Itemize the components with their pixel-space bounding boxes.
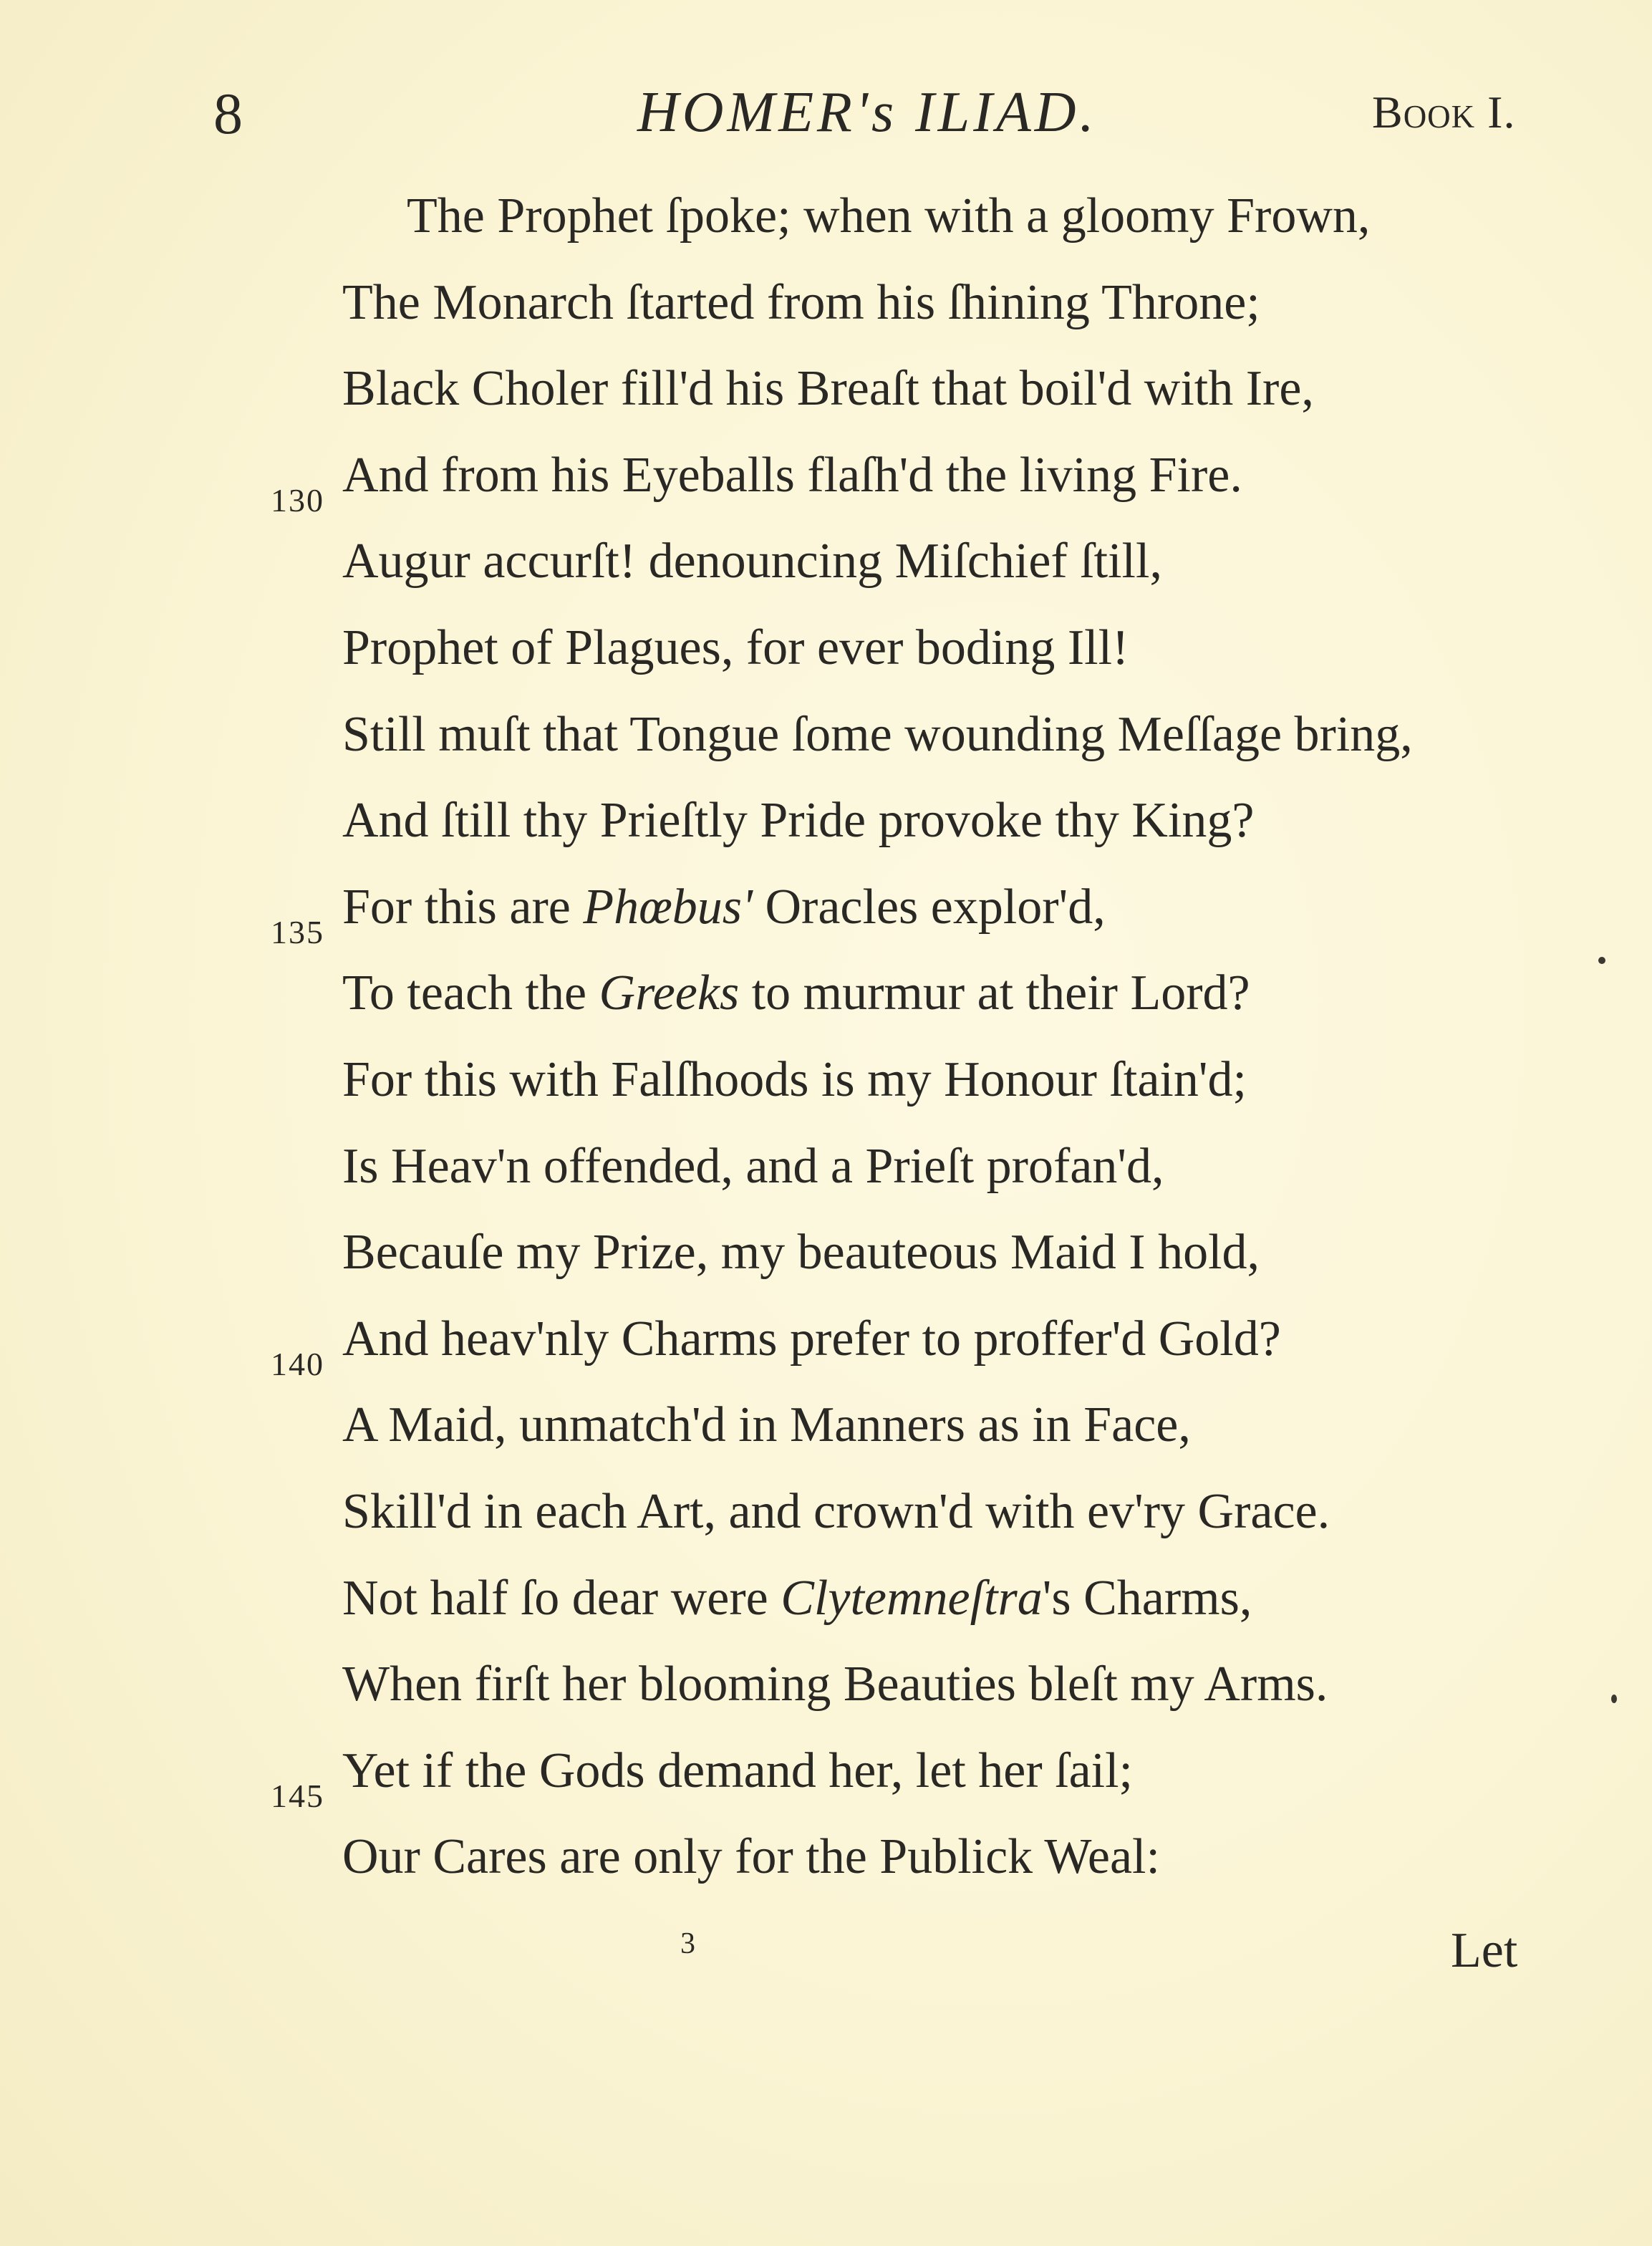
catchword: Let bbox=[1451, 1923, 1518, 1978]
signature-mark: 3 bbox=[680, 1927, 695, 1960]
line-text bbox=[342, 706, 1413, 763]
verse-line bbox=[0, 620, 1652, 706]
line-number: 140 bbox=[271, 1345, 324, 1382]
verse-line bbox=[0, 274, 1652, 361]
verse-line bbox=[0, 965, 1652, 1051]
verse-line bbox=[0, 188, 1652, 274]
line-text bbox=[342, 1656, 1328, 1713]
verse-line bbox=[0, 1397, 1652, 1483]
line-text bbox=[342, 879, 1106, 936]
verse-line bbox=[0, 1051, 1652, 1138]
verse-line bbox=[0, 1138, 1652, 1225]
verse-line bbox=[0, 360, 1652, 447]
text-segment: A Maid, unmatch'd in Manners as in Face, bbox=[342, 1397, 1191, 1453]
line-text bbox=[342, 1570, 1252, 1627]
text-segment: For this are bbox=[342, 879, 584, 935]
line-number: 145 bbox=[271, 1777, 324, 1814]
text-segment: The Monarch ſtarted from his ſhining Throne; bbox=[342, 274, 1260, 330]
text-segment: And from his Eyeballs flaſh'd the living Fire. bbox=[342, 447, 1242, 503]
running-title: HOMER's ILIAD. bbox=[637, 81, 1098, 144]
line-text bbox=[342, 1311, 1281, 1368]
text-segment: Our Cares are only for the Publick Weal: bbox=[342, 1829, 1160, 1885]
line-text bbox=[342, 1224, 1260, 1281]
verse-line bbox=[0, 447, 1652, 534]
line-text bbox=[342, 1397, 1191, 1454]
text-segment: Skill'd in each Art, and crown'd with ev'ry Grace. bbox=[342, 1483, 1330, 1539]
text-segment: Yet if the Gods demand her, let her ſail; bbox=[342, 1743, 1134, 1798]
verse-block bbox=[0, 188, 1652, 1915]
verse-line bbox=[0, 1483, 1652, 1570]
verse-line bbox=[0, 1570, 1652, 1657]
line-text bbox=[342, 792, 1255, 849]
line-text bbox=[342, 1051, 1247, 1109]
verse-line bbox=[0, 1828, 1652, 1915]
verse-line bbox=[0, 879, 1652, 965]
page-number: 8 bbox=[213, 81, 243, 146]
running-header bbox=[0, 80, 1652, 152]
text-segment: to murmur at their Lord? bbox=[739, 965, 1250, 1021]
verse-line bbox=[0, 1743, 1652, 1829]
line-text bbox=[342, 1138, 1164, 1195]
verse-line bbox=[0, 533, 1652, 620]
verse-line bbox=[0, 792, 1652, 879]
verse-line bbox=[0, 1311, 1652, 1397]
line-text bbox=[342, 965, 1250, 1022]
text-segment: Prophet of Plagues, for ever boding Ill! bbox=[342, 620, 1129, 675]
text-segment: For this with Falſhoods is my Honour ſtain'd; bbox=[342, 1051, 1247, 1107]
line-text bbox=[342, 447, 1242, 504]
text-segment: The Prophet ſpoke; when with a gloomy Frown, bbox=[407, 188, 1371, 244]
text-segment: 's Charms, bbox=[1042, 1570, 1252, 1626]
text-segment: When firſt her blooming Beauties bleſt my Arms. bbox=[342, 1657, 1328, 1712]
line-text bbox=[342, 1828, 1160, 1886]
line-text bbox=[407, 188, 1370, 245]
line-text bbox=[342, 620, 1129, 677]
verse-line bbox=[0, 1224, 1652, 1311]
book-label: Book I. bbox=[1372, 87, 1516, 138]
line-text bbox=[342, 360, 1314, 418]
italic-segment: Clytemneſtra bbox=[781, 1570, 1043, 1626]
text-segment: Oracles explor'd, bbox=[753, 879, 1106, 935]
text-segment: Is Heav'n offended, and a Prieſt profan'd, bbox=[342, 1138, 1164, 1194]
ink-speck bbox=[1611, 1695, 1617, 1703]
line-number: 135 bbox=[271, 913, 324, 950]
ink-speck bbox=[1598, 957, 1605, 964]
line-text bbox=[342, 533, 1162, 590]
text-segment: Becauſe my Prize, my beauteous Maid I hold, bbox=[342, 1225, 1260, 1281]
text-segment: To teach the bbox=[342, 965, 599, 1021]
line-text bbox=[342, 1483, 1330, 1541]
line-text bbox=[342, 274, 1260, 332]
text-segment: Not half ſo dear were bbox=[342, 1570, 781, 1626]
verse-line bbox=[0, 1656, 1652, 1743]
text-segment: And heav'nly Charms prefer to proffer'd Gold? bbox=[342, 1311, 1281, 1367]
text-segment: Augur accurſt! denouncing Miſchief ſtill, bbox=[342, 534, 1162, 589]
verse-line bbox=[0, 706, 1652, 793]
line-text bbox=[342, 1743, 1133, 1800]
text-segment: Black Choler fill'd his Breaſt that boil'd with Ire, bbox=[342, 361, 1314, 417]
italic-segment: Phœbus' bbox=[583, 879, 753, 935]
italic-segment: Greeks bbox=[599, 965, 740, 1021]
text-segment: Still muſt that Tongue ſome wounding Meſſage bring, bbox=[342, 706, 1413, 762]
text-segment: And ſtill thy Prieſtly Pride provoke thy King? bbox=[342, 793, 1255, 849]
line-number: 130 bbox=[271, 481, 324, 519]
